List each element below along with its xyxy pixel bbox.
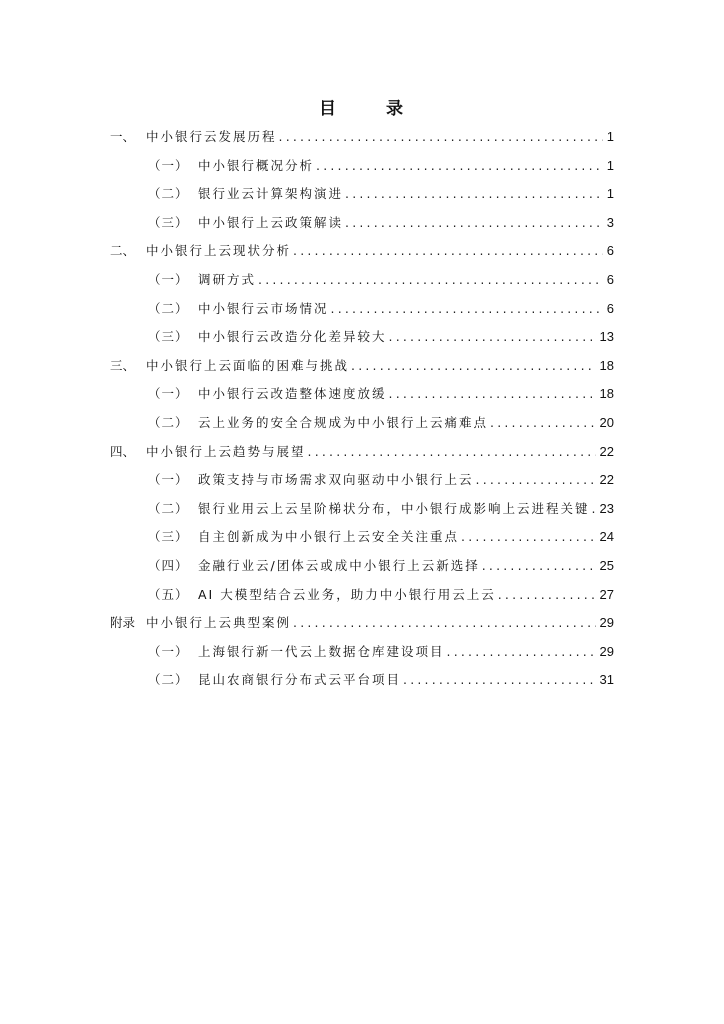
toc-entry-page: 22	[599, 443, 614, 459]
toc-entry-page: 18	[599, 386, 614, 402]
dot-leader	[258, 272, 603, 287]
toc-entry-page: 31	[599, 672, 614, 688]
toc-entry[interactable]	[110, 470, 614, 499]
toc-entry-number: （二）	[148, 414, 189, 430]
toc-entry-label: 调研方式	[198, 271, 257, 287]
dot-leader	[316, 158, 603, 173]
toc-entry-page: 20	[599, 414, 614, 430]
dot-leader	[331, 301, 603, 316]
toc-entry[interactable]	[110, 442, 614, 471]
toc-entry-number: （一）	[148, 386, 189, 402]
toc-entry-number: （一）	[148, 157, 189, 173]
dot-leader	[389, 386, 596, 401]
dot-leader	[490, 415, 596, 430]
dot-leader	[461, 529, 596, 544]
dot-leader	[498, 587, 596, 602]
toc-entry-page: 29	[599, 615, 614, 631]
toc-entry-label: 金融行业云/团体云或成中小银行上云新选择	[198, 557, 480, 573]
toc-entry-page: 24	[599, 529, 614, 545]
toc-entry[interactable]	[110, 556, 614, 585]
dot-leader	[389, 329, 596, 344]
toc-entry[interactable]	[110, 327, 614, 356]
toc-entry-label: 中小银行云市场情况	[198, 300, 329, 316]
toc-entry-label: 自主创新成为中小银行上云安全关注重点	[198, 529, 460, 545]
toc-entry[interactable]	[110, 384, 614, 413]
toc-entry[interactable]	[110, 413, 614, 442]
dot-leader	[345, 215, 603, 230]
toc-entry[interactable]	[110, 270, 614, 299]
dot-leader	[293, 243, 603, 258]
toc-entry-label: 上海银行新一代云上数据仓库建设项目	[198, 643, 445, 659]
table-of-contents	[110, 127, 614, 699]
toc-entry[interactable]	[110, 156, 614, 185]
toc-entry[interactable]	[110, 299, 614, 328]
toc-entry-number: （三）	[148, 529, 189, 545]
toc-entry-page: 1	[606, 186, 614, 202]
toc-entry[interactable]	[110, 527, 614, 556]
toc-entry-label: 中小银行云改造整体速度放缓	[198, 386, 387, 402]
toc-entry[interactable]	[110, 184, 614, 213]
toc-entry-number: （一）	[148, 643, 189, 659]
toc-entry-label: 中小银行上云现状分析	[146, 243, 292, 259]
toc-entry-number: 四、	[110, 443, 136, 459]
dot-leader	[476, 472, 596, 487]
toc-entry-label: 政策支持与市场需求双向驱动中小银行上云	[198, 472, 474, 488]
toc-entry[interactable]	[110, 241, 614, 270]
toc-entry-label: 云上业务的安全合规成为中小银行上云痛难点	[198, 414, 489, 430]
toc-entry-number: （三）	[148, 214, 189, 230]
toc-entry[interactable]	[110, 356, 614, 385]
dot-leader	[279, 129, 603, 144]
toc-entry-number: （二）	[148, 500, 189, 516]
toc-entry-number: 二、	[110, 243, 136, 259]
toc-entry-label: 银行业云计算架构演进	[198, 186, 344, 202]
dot-leader	[351, 358, 596, 373]
toc-entry-label: 中小银行上云面临的困难与挑战	[146, 357, 350, 373]
toc-entry[interactable]	[110, 670, 614, 699]
dot-leader	[482, 558, 596, 573]
toc-entry[interactable]	[110, 642, 614, 671]
dot-leader	[447, 644, 596, 659]
toc-entry-page: 27	[599, 586, 614, 602]
dot-leader	[293, 615, 596, 630]
toc-entry-number: 附录	[110, 615, 136, 631]
toc-entry-page: 25	[599, 557, 614, 573]
toc-entry-number: （四）	[148, 557, 189, 573]
dot-leader	[308, 444, 596, 459]
toc-entry-page: 6	[606, 300, 614, 316]
toc-entry-label: AI 大模型结合云业务，助力中小银行用云上云	[198, 586, 496, 602]
toc-entry[interactable]	[110, 127, 614, 156]
toc-entry-label: 银行业用云上云呈阶梯状分布，中小银行成影响上云进程关键	[198, 500, 590, 516]
toc-entry-number: 三、	[110, 357, 136, 373]
toc-entry-label: 中小银行上云政策解读	[198, 214, 344, 230]
toc-entry-number: （二）	[148, 186, 189, 202]
toc-entry-number: （五）	[148, 586, 189, 602]
toc-entry-page: 1	[606, 157, 614, 173]
toc-entry-number: 一、	[110, 129, 136, 144]
toc-entry-number: （二）	[148, 672, 189, 688]
dot-leader	[592, 501, 596, 516]
toc-entry-number: （二）	[148, 300, 189, 316]
toc-entry-page: 23	[599, 500, 614, 516]
toc-entry-page: 6	[606, 271, 614, 287]
toc-entry-page: 22	[599, 472, 614, 488]
toc-entry-label: 昆山农商银行分布式云平台项目	[198, 672, 402, 688]
toc-entry-page: 29	[599, 643, 614, 659]
toc-entry[interactable]	[110, 613, 614, 642]
toc-entry-page: 13	[599, 329, 614, 345]
toc-entry-number: （三）	[148, 329, 189, 345]
dot-leader	[345, 186, 603, 201]
page-title: 目 录	[319, 99, 425, 119]
dot-leader	[403, 672, 596, 687]
toc-entry-label: 中小银行概况分析	[198, 157, 315, 173]
toc-entry-number: （一）	[148, 271, 189, 287]
toc-entry-number: （一）	[148, 472, 189, 488]
toc-entry-label: 中小银行上云趋势与展望	[146, 443, 306, 459]
toc-entry-label: 中小银行上云典型案例	[146, 615, 292, 631]
toc-entry-page: 1	[606, 129, 614, 144]
toc-entry-page: 18	[599, 357, 614, 373]
toc-entry[interactable]	[110, 213, 614, 242]
toc-entry-page: 6	[606, 243, 614, 259]
toc-entry-label: 中小银行云改造分化差异较大	[198, 329, 387, 345]
toc-entry[interactable]	[110, 499, 614, 528]
toc-entry-page: 3	[606, 214, 614, 230]
toc-entry-label: 中小银行云发展历程	[146, 129, 277, 144]
toc-entry[interactable]	[110, 585, 614, 614]
